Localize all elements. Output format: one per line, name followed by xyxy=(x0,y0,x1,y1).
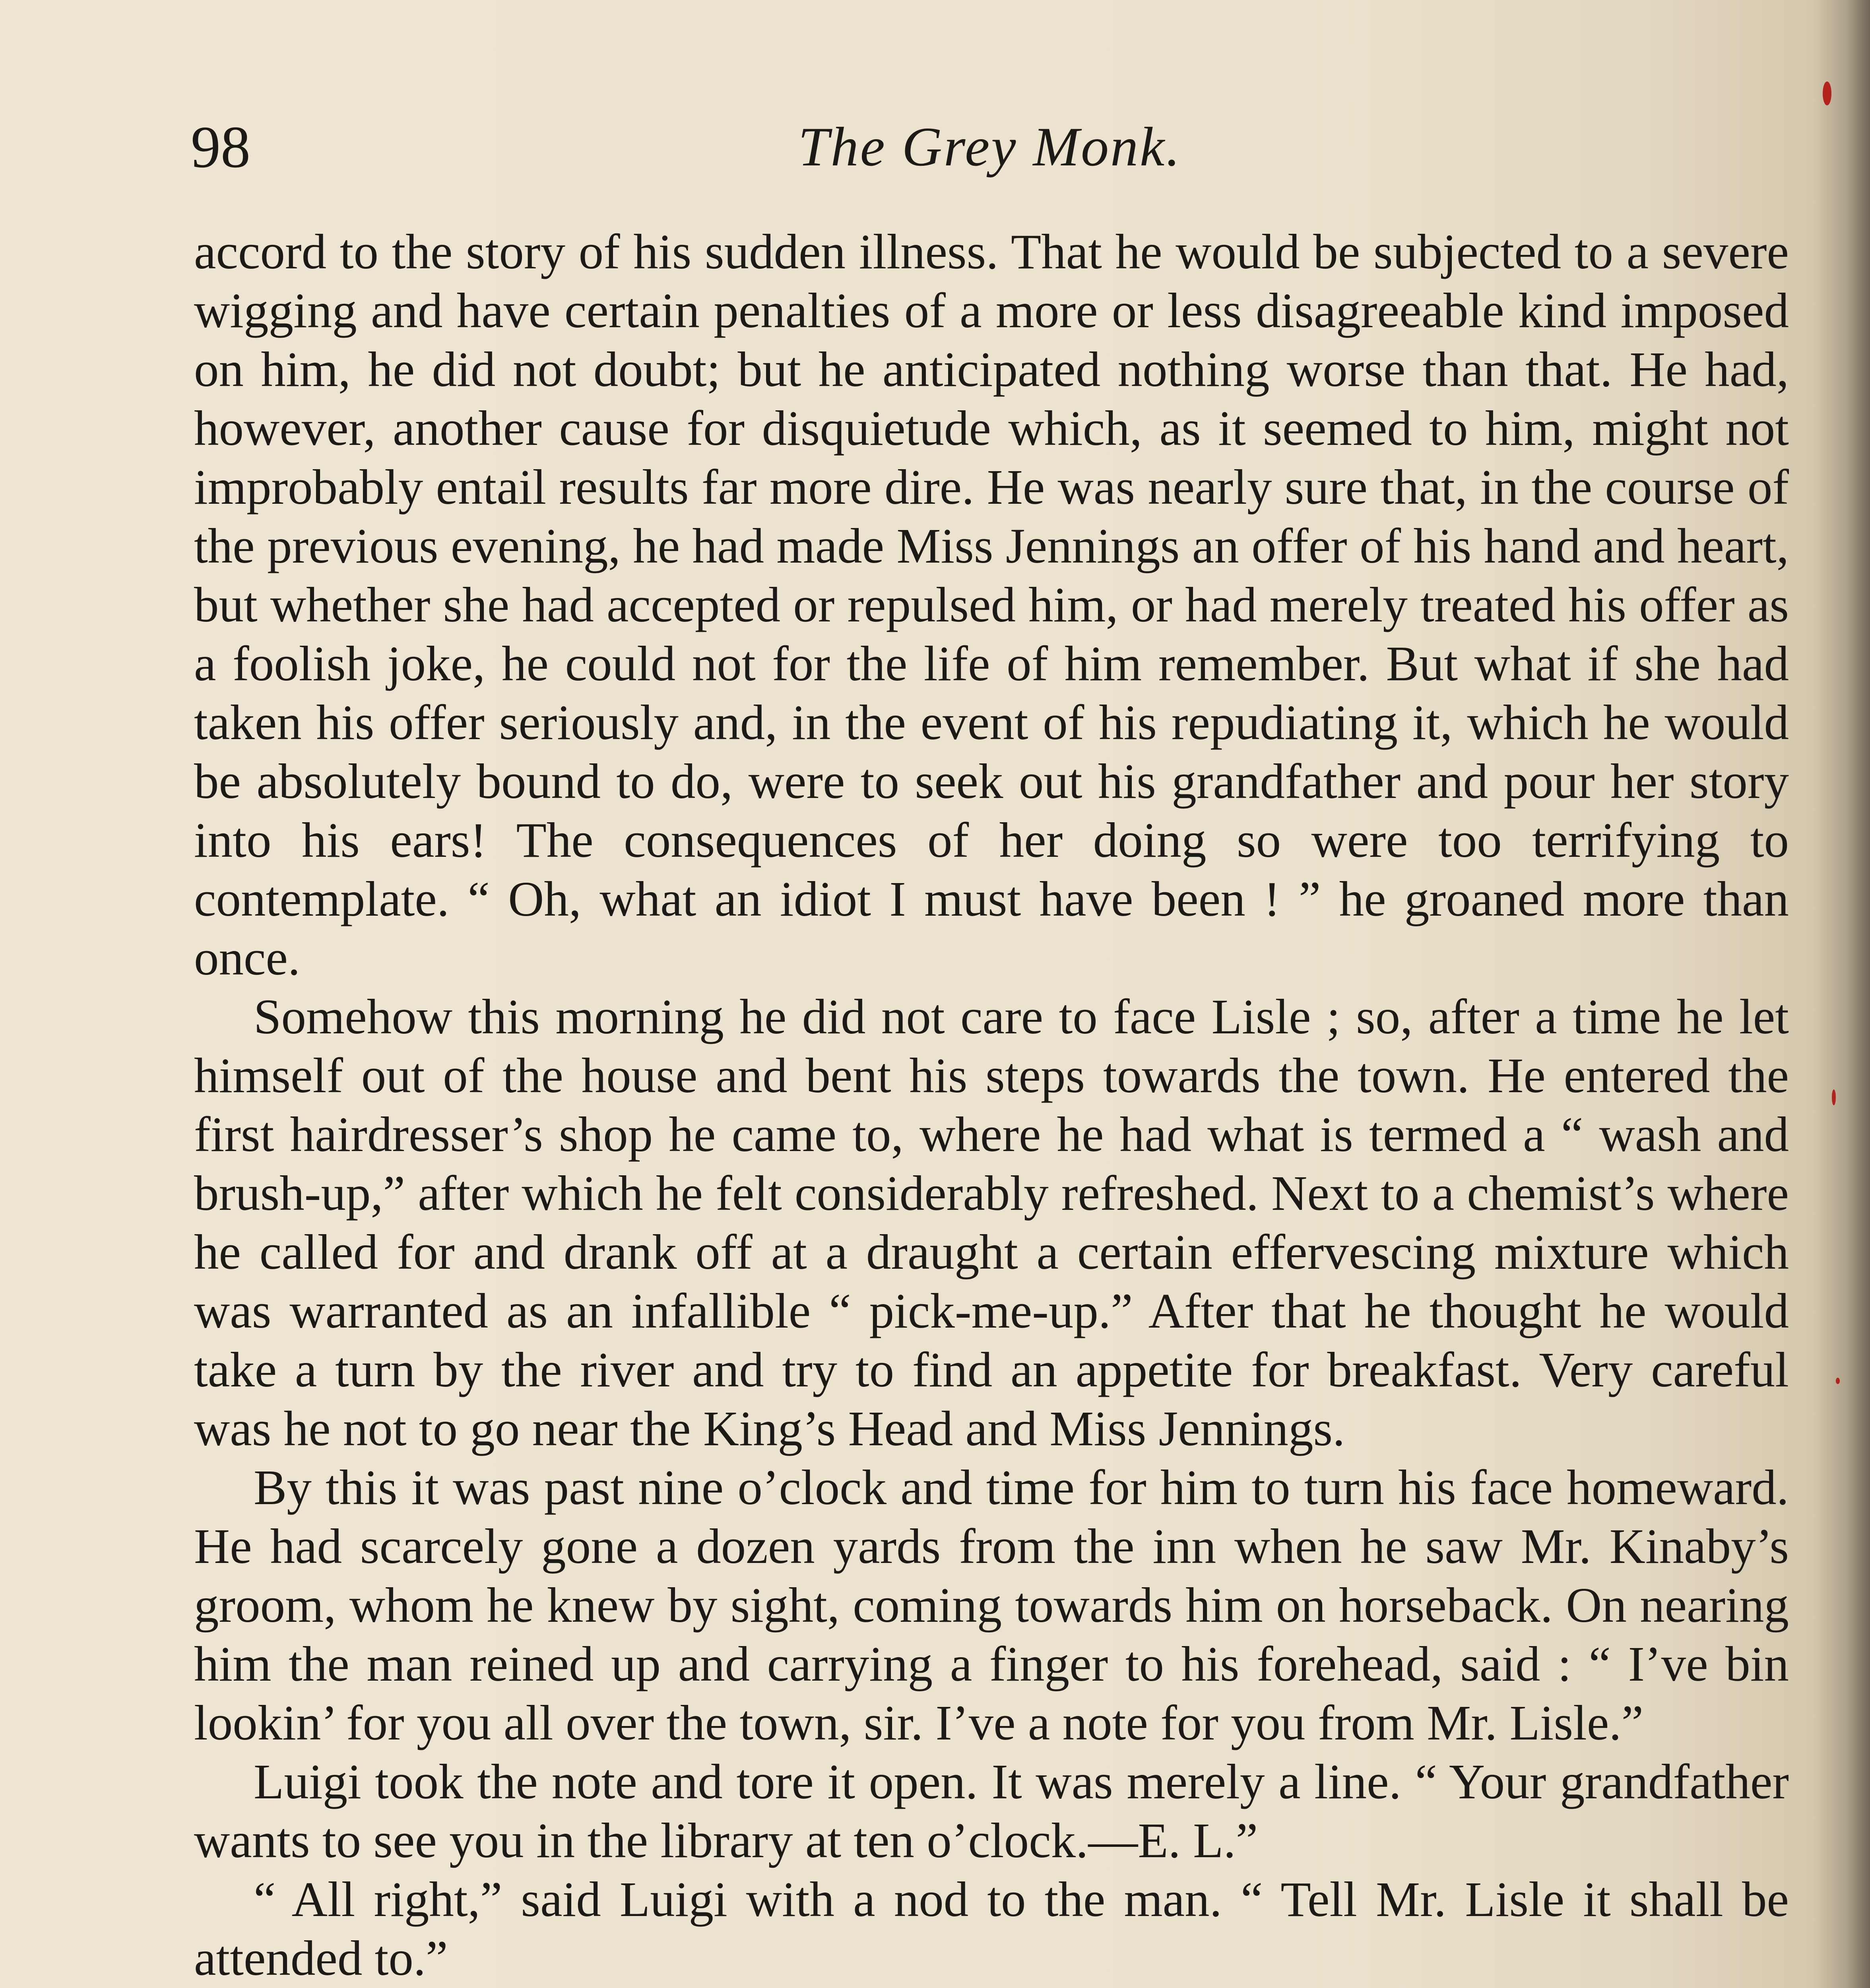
page-number: 98 xyxy=(191,114,250,180)
red-ink-mark xyxy=(1832,1089,1836,1105)
paragraph-1: accord to the story of his sudden illness. That he would be subjected to a severe wigging and have certain penalties of a more or less disagreeable kind imposed on him, he did not doubt; but he anticipated nothing worse than that. He had, however, another cause for disquietude which, as it seemed to him, might not improbably entail results far more dire. He was nearly sure that, in the course of the previous evening, he had made Miss Jennings an offer of his hand and heart, but whether she had accepted or repulsed him, or had merely treated his offer as a foolish joke, he could not for the life of him remember. But what if she had taken his offer seriously and, in the event of his repudiating it, which he would be absolutely bound to do, were to seek out his grandfather and pour her story into his ears! The consequences of her doing so were too terrifying to contemplate. “ Oh, what an idiot I must have been ! ” he groaned more than once. xyxy=(194,225,1789,986)
paragraph-3: By this it was past nine o’clock and time for him to turn his face homeward. He had scarcely gone a dozen yards from the inn when he saw Mr. Kinaby’s groom, whom he knew by sight, coming towards him on horseback. On nearing him the man reined up and carrying a finger to his forehead, said : “ I’ve bin lookin’ for you all over the town, sir. I’ve a note for you from Mr. Lisle.” xyxy=(194,1460,1789,1751)
paragraph-4: Luigi took the note and tore it open. It was merely a line. “ Your grandfather wants to see you in the library at ten o’clock.—E. L.” xyxy=(194,1755,1789,1868)
red-ink-mark xyxy=(1823,82,1831,105)
red-ink-mark xyxy=(1836,1378,1840,1384)
page-header xyxy=(191,107,1789,187)
paragraph-2: Somehow this morning he did not care to face Lisle ; so, after a time he let himself out of the house and bent his steps towards the town. He entered the first hairdresser’s shop he came to, where he had what is termed a “ wash and brush-up,” after which he felt considerably refreshed. Next to a chemist’s where he called for and drank off at a draught a certain effervescing mixture which was warranted as an infallible “ pick-me-up.” After that he thought he would take a turn by the river and try to find an appetite for breakfast. Very careful was he not to go near the King’s Head and Miss Jennings. xyxy=(194,990,1789,1456)
page-edge-shadow xyxy=(1813,0,1870,1988)
body-text xyxy=(194,223,1789,1988)
paragraph-5: “ All right,” said Luigi with a nod to the man. “ Tell Mr. Lisle it shall be attended to.” xyxy=(194,1872,1789,1986)
running-title: The Grey Monk. xyxy=(798,116,1182,178)
